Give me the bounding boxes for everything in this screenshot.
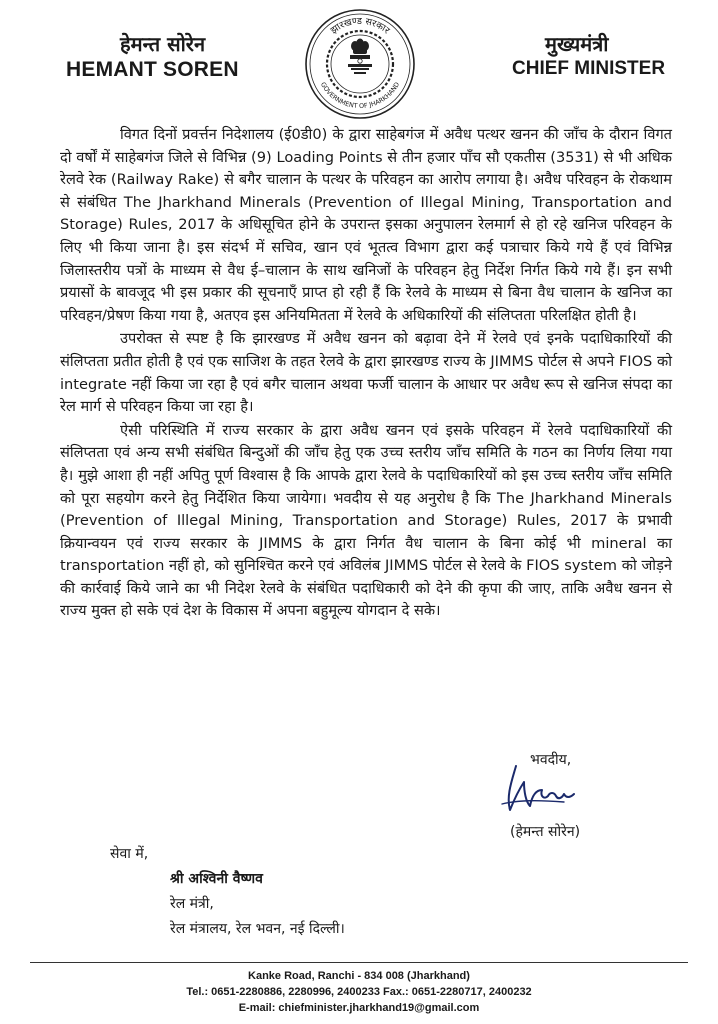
footer-email: E-mail: chiefminister.jharkhand19@gmail.com (238, 1002, 480, 1014)
footer-divider (30, 962, 688, 963)
title-hindi: मुख्यमंत्री (545, 32, 609, 56)
svg-text:GOVERNMENT OF JHARKHAND (319, 81, 401, 110)
signatory-name: (हेमन्त सोरेन) (510, 824, 581, 840)
footer-address: Kanke Road, Ranchi - 834 008 (Jharkhand) (248, 970, 470, 982)
letter-body (60, 124, 672, 624)
valediction: भवदीय, (530, 752, 572, 768)
ashoka-emblem-icon (348, 39, 372, 75)
title-english: CHIEF MINISTER (512, 58, 666, 79)
recipient-name: श्री अश्विनी वैष्णव (170, 871, 263, 887)
addressee-block (110, 842, 345, 942)
paragraph-2: उपरोक्त से स्पष्ट है कि झारखण्ड में अवैध खनन को बढ़ावा देने में रेलवे एवं इनके पदाधिकारियों की संलिप्तता प्रतीत होती है एवं एक साजिश के तहत रेलवे के द्वारा झारखण्ड राज्य के JIMMS पोर्टल से अपने FIOS को integrate नहीं किया जा रहा है एवं बगैर चालान अथवा फर्जी चालान के आधार पर अवैध रूप से खनिज संपदा का रेल मार्ग से परिवहन किया जा रहा है। (60, 330, 672, 416)
salutation: सेवा में, (110, 846, 149, 862)
name-hindi: हेमन्त सोरेन (120, 32, 206, 56)
name-english: HEMANT SOREN (66, 58, 239, 81)
seal-text-bottom: GOVERNMENT OF JHARKHAND (318, 80, 402, 111)
footer (0, 968, 718, 1016)
paragraph-3: ऐसी परिस्थिति में राज्य सरकार के द्वारा अवैध खनन एवं इसके परिवहन में रेलवे पदाधिकारियों की संलिप्तता एवं अन्य सभी संबंधित बिन्दुओं की जाँच हेतु एक उच्च स्तरीय जाँच समिति के गठन का निर्णय लिया गया है। मुझे आशा ही नहीं अपितु पूर्ण विश्वास है कि आपके द्वारा रेलवे के पदाधिकारियों को इस उच्च स्तरीय जाँच समिति को पूरा सहयोग करने हेतु निर्देशित किया जायेगा। भवदीय से यह अनुरोध है कि The Jharkhand Minerals (Prevention of Illegal Mining, Transportation and Storage) Rules, 2017 के प्रभावी क्रियान्वयन एवं राज्य सरकार के JIMMS के द्वारा निर्गत वैध चालान के बिना कोई भी mineral का transportation नहीं हो, को सुनिश्चित करने एवं अविलंब JIMMS पोर्टल से रेलवे के FIOS system को जोड़ने की कार्रवाई किये जाने का भी निदेश रेलवे के संबंधित पदाधिकारी को देने की कृपा की जाए, ताकि अवैध खनन से राज्य मुक्त हो सके एवं देश के विकास में अपना बहुमूल्य योगदान दे सके। (60, 421, 672, 620)
seal-text-top: झारखण्ड सरकार (328, 15, 392, 37)
footer-phone: Tel.: 0651-2280886, 2280996, 2400233 Fax.: 0651-2280717, 2400232 (186, 986, 532, 998)
recipient-designation: रेल मंत्री, (170, 896, 214, 912)
government-seal (304, 8, 416, 120)
recipient-address: रेल मंत्रालय, रेल भवन, नई दिल्ली। (170, 921, 345, 937)
handwritten-signature (494, 760, 584, 818)
paragraph-1: विगत दिनों प्रवर्त्तन निदेशालय (ई0डी0) के द्वारा साहेबगंज में अवैध पत्थर खनन की जाँच के दौरान विगत दो वर्षों में साहेबगंज जिले से विभिन्न (9) Loading Points से तीन हजार पाँच सौ एकतीस (3531) से भी अधिक रेलवे रेक (Railway Rake) से बगैर चालान के पत्थर के परिवहन का आरोप लगाया है। अवैध परिवहन के रोकथाम से संबंधित The Jharkhand Minerals (Prevention of Illegal Mining, Transportation and Storage) Rules, 2017 के अधिसूचित होने के उपरान्त इसका अनुपालन रेलमार्ग से हो रहे खनिज परिवहन के लिए भी किया जाना है। इस संदर्भ में सचिव, खान एवं भूतत्व विभाग द्वारा कई पत्राचार किये गये हैं एवं विभिन्न जिलास्तरीय पत्रों के माध्यम से वैध ई–चालान के साथ खनिजों के परिवहन हेतु निर्देश निर्गत किये गये हैं। इन सभी प्रयासों के बावजूद भी इस प्रकार की सूचनाएँ प्राप्त हो रही हैं कि रेलवे के माध्यम से बिना वैध चालान के खनिज का परिवहन/प्रेषण किया गया है, अतएव इस अनियमितता में रेलवे के अधिकारियों की संलिप्तता परिलक्षित होती है। (60, 126, 672, 324)
